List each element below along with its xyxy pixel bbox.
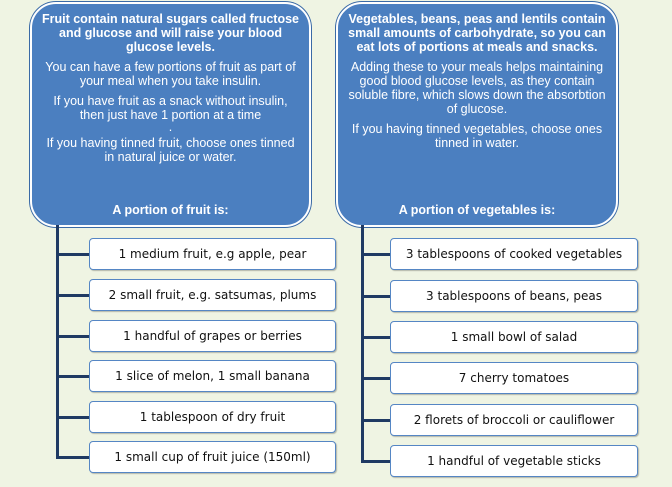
vegetables-paragraph-fibre: Adding these to your meals helps maintaining good blood glucose levels, as they contain soluble fibre, which slows down the absorbtion of glucose. bbox=[348, 60, 606, 116]
vegetables-portion-item: 7 cherry tomatoes bbox=[390, 362, 638, 394]
fruit-connector-branch bbox=[56, 416, 89, 419]
fruit-connector-branch bbox=[56, 335, 89, 338]
fruit-portion-item: 1 slice of melon, 1 small banana bbox=[89, 360, 336, 392]
vegetables-info-panel bbox=[336, 2, 618, 227]
fruit-connector-branch bbox=[56, 294, 89, 297]
fruit-connector-branch bbox=[56, 375, 89, 378]
vegetables-connector-trunk bbox=[361, 225, 364, 463]
vegetables-portion-item: 2 florets of broccoli or cauliflower bbox=[390, 404, 638, 436]
vegetables-paragraph-tinned: If you having tinned vegetables, choose ones tinned in water. bbox=[351, 122, 603, 150]
vegetables-heading: Vegetables, beans, peas and lentils contain small amounts of carbohydrate, so you can eat lots of portions at meals and snacks. bbox=[348, 12, 606, 54]
fruit-connector-trunk bbox=[56, 225, 59, 458]
vegetables-connector-branch bbox=[361, 253, 390, 256]
vegetables-portion-item: 3 tablespoons of beans, peas bbox=[390, 280, 638, 312]
fruit-paragraph-snack: If you have fruit as a snack without insulin, then just have 1 portion at a time bbox=[53, 94, 288, 122]
vegetables-portion-item: 3 tablespoons of cooked vegetables bbox=[390, 238, 638, 270]
vegetables-portion-label: A portion of vegetables is: bbox=[398, 203, 556, 217]
fruit-connector-branch bbox=[56, 253, 89, 256]
vegetables-connector-branch bbox=[361, 336, 390, 339]
fruit-info-panel bbox=[30, 2, 311, 227]
stray-dot: . bbox=[168, 120, 173, 134]
vegetables-portion-item: 1 handful of vegetable sticks bbox=[390, 445, 638, 477]
fruit-portion-item: 1 handful of grapes or berries bbox=[89, 320, 336, 352]
vegetables-connector-branch bbox=[361, 419, 390, 422]
fruit-heading: Fruit contain natural sugars called fructose and glucose and will raise your blood glucose levels. bbox=[41, 12, 299, 54]
fruit-portion-item: 1 small cup of fruit juice (150ml) bbox=[89, 441, 336, 473]
fruit-portion-item: 1 medium fruit, e.g apple, pear bbox=[89, 238, 336, 270]
fruit-portion-item: 1 tablespoon of dry fruit bbox=[89, 401, 336, 433]
vegetables-portion-item: 1 small bowl of salad bbox=[390, 321, 638, 353]
fruit-connector-branch bbox=[56, 456, 89, 459]
vegetables-connector-branch bbox=[361, 377, 390, 380]
vegetables-connector-branch bbox=[361, 460, 390, 463]
fruit-portion-item: 2 small fruit, e.g. satsumas, plums bbox=[89, 279, 336, 311]
fruit-portion-label: A portion of fruit is: bbox=[112, 203, 229, 217]
fruit-paragraph-tinned: If you having tinned fruit, choose ones tinned in natural juice or water. bbox=[46, 136, 295, 164]
fruit-paragraph-meal: You can have a few portions of fruit as part of your meal when you take insulin. bbox=[45, 60, 296, 88]
vegetables-connector-branch bbox=[361, 295, 390, 298]
